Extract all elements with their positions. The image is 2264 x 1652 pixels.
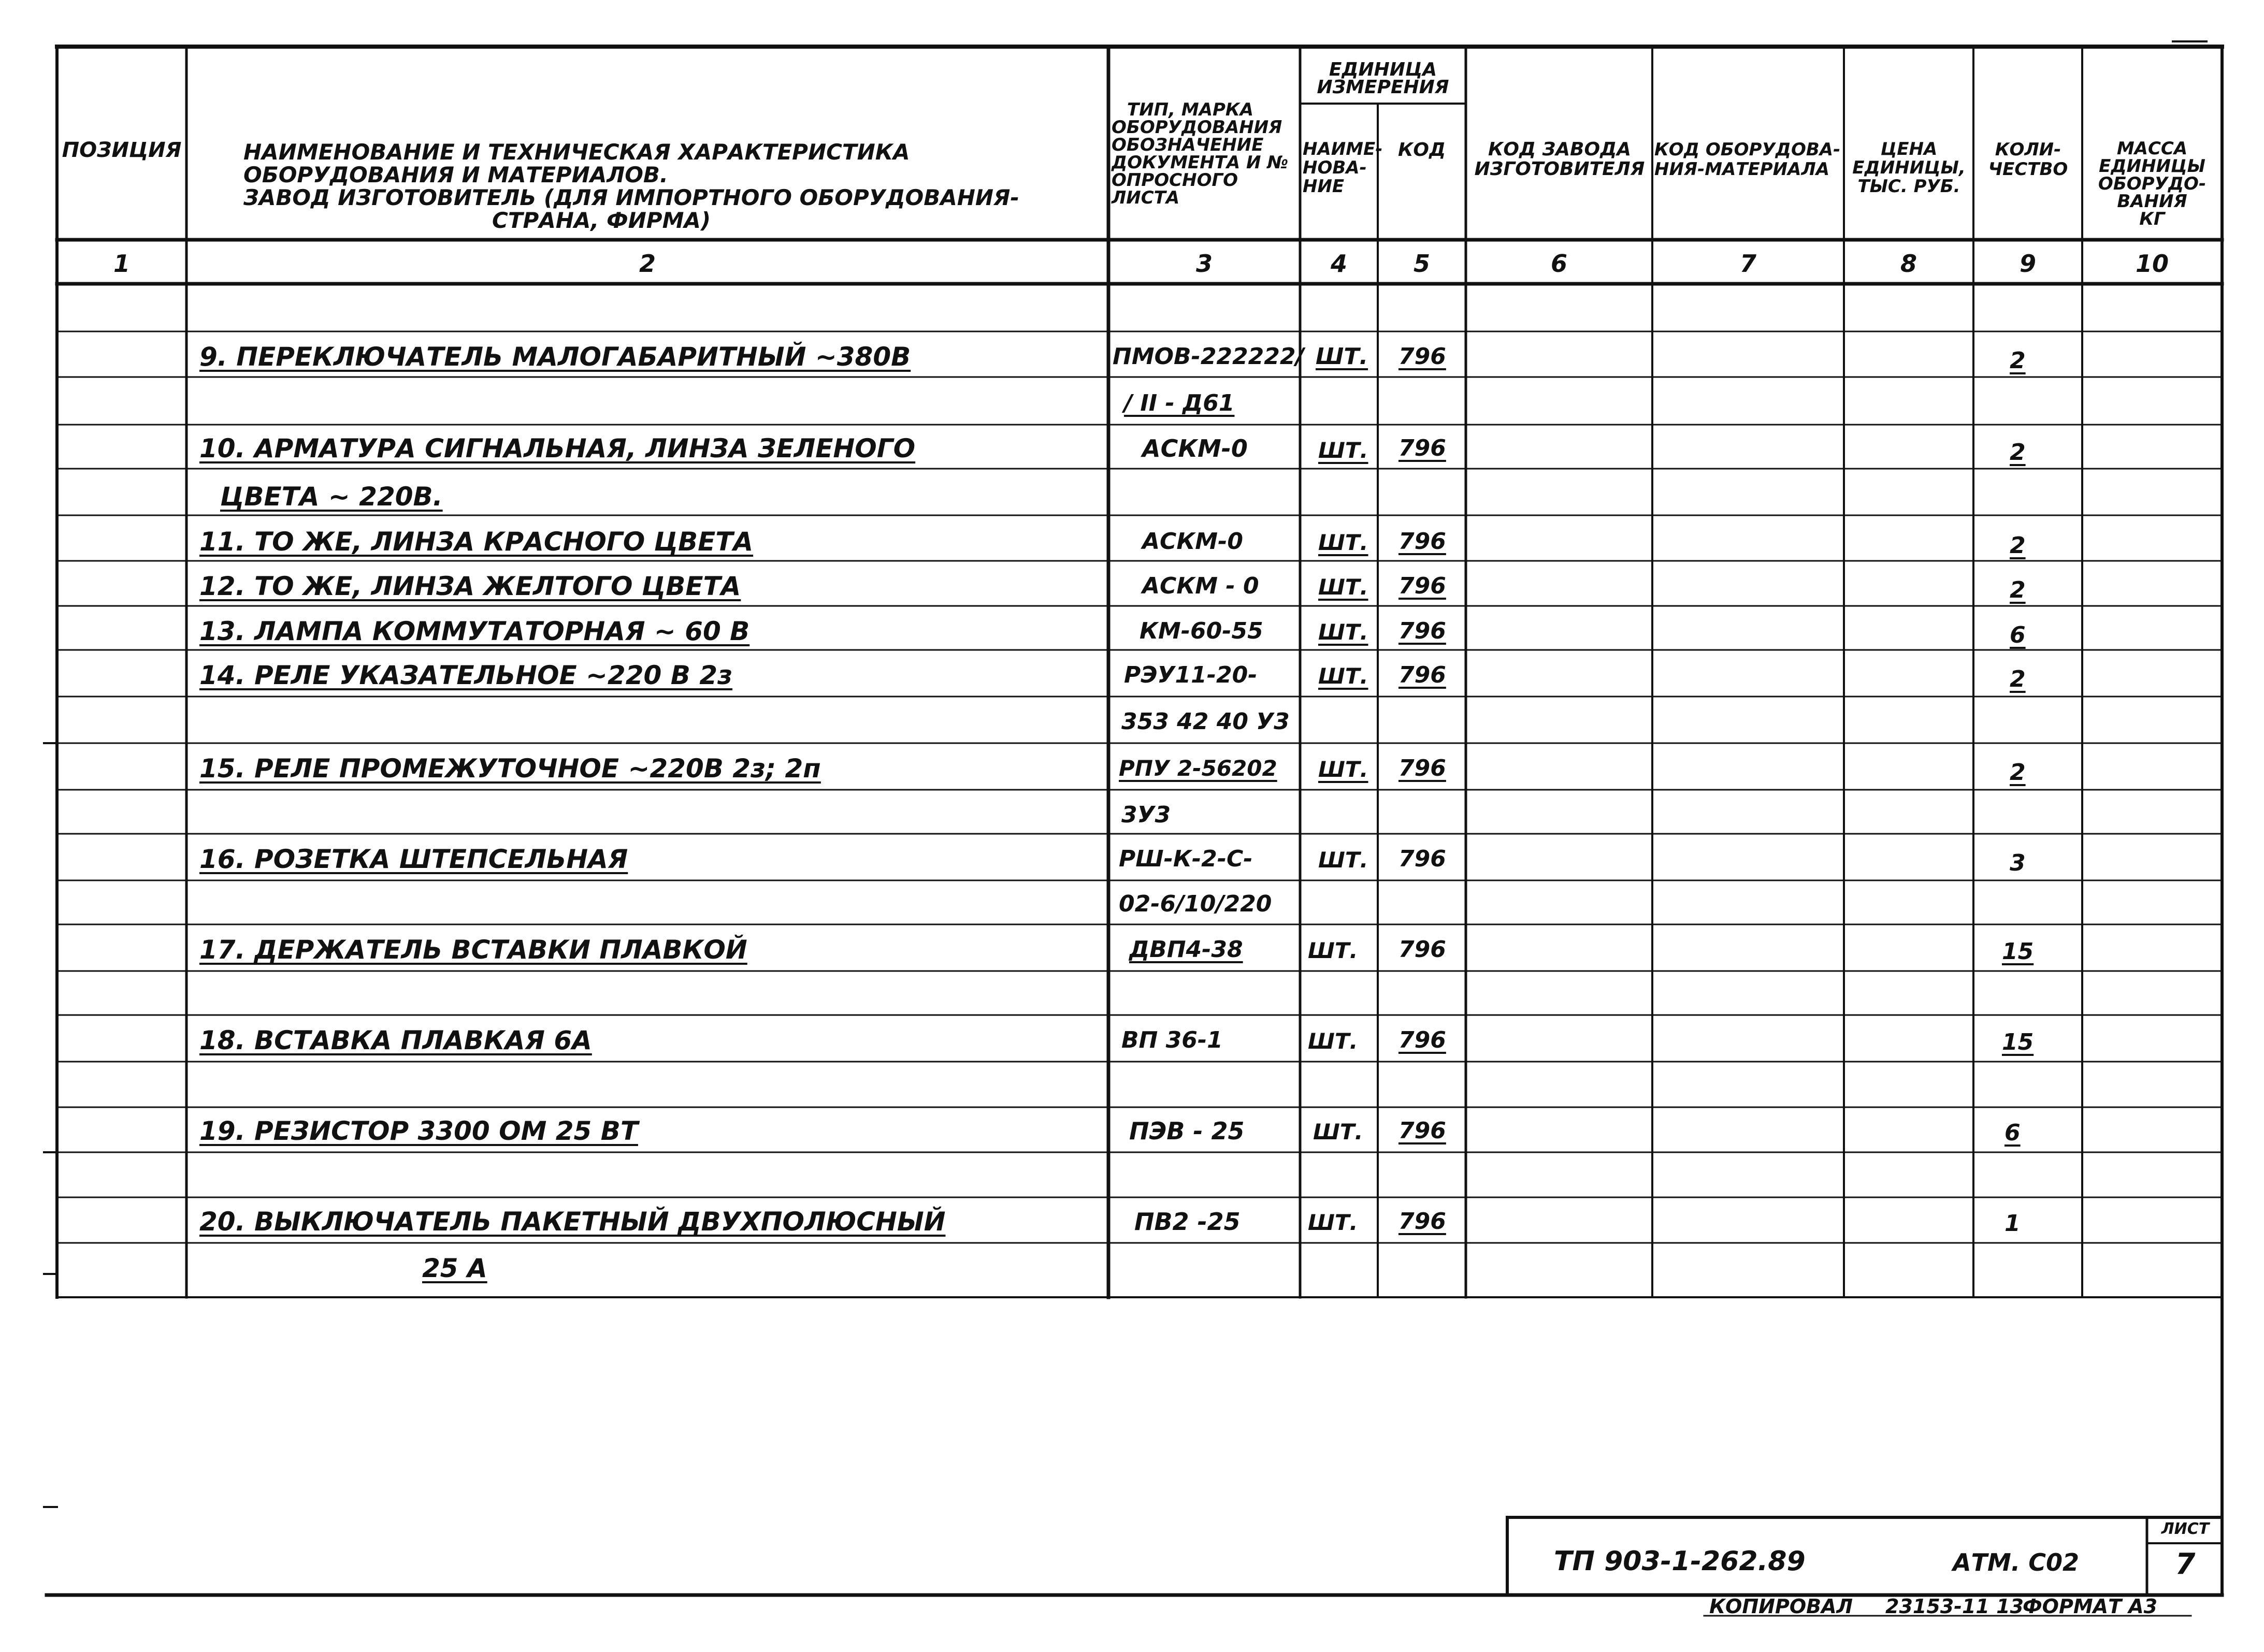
header-price-line: ЕДИНИЦЫ, xyxy=(1852,157,1966,178)
header-position: ПОЗИЦИЯ xyxy=(62,138,182,162)
row-type: РШ-К-2-С- xyxy=(1119,846,1253,872)
column-number: 2 xyxy=(639,250,656,278)
row-qty: 3 xyxy=(2010,850,2026,876)
header-quantity-line: КОЛИ- xyxy=(1995,139,2061,160)
row-type: ВП 36-1 xyxy=(1121,1027,1223,1053)
row-type: АСКМ-0 xyxy=(1142,434,1248,462)
table-row xyxy=(0,431,2264,467)
row-unit: ШТ. xyxy=(1308,938,1358,963)
row-qty: 6 xyxy=(2005,1120,2021,1146)
header-plant-code-line: ИЗГОТОВИТЕЛЯ xyxy=(1474,158,1645,180)
registration-stamp: 23153-11 13 xyxy=(1885,1595,2024,1618)
row-qty: 6 xyxy=(2010,622,2026,648)
sheet-label: ЛИСТ xyxy=(2161,1520,2210,1538)
row-type: АСКМ-0 xyxy=(1142,528,1243,555)
column-number: 5 xyxy=(1413,250,1430,278)
row-code: 796 xyxy=(1398,573,1446,599)
row-code: 796 xyxy=(1398,662,1446,688)
header-equipment-code xyxy=(1654,140,1843,179)
row-type: 353 42 40 У3 xyxy=(1121,708,1290,735)
copied-by-label: КОПИРОВАЛ xyxy=(1709,1595,1853,1618)
row-type: / II - Д61 xyxy=(1124,390,1235,416)
row-name: 19. РЕЗИСТОР 3300 ОМ 25 ВТ xyxy=(199,1116,638,1146)
column-number: 7 xyxy=(1739,250,1756,278)
header-name-line: СТРАНА, ФИРМА) xyxy=(492,208,711,233)
header-mass-line: КГ xyxy=(2139,209,2165,229)
header-mass-line: МАССА xyxy=(2116,138,2188,159)
header-unit-group-line: ЕДИНИЦА xyxy=(1329,59,1437,80)
document-number: ТП 903-1-262.89 xyxy=(1554,1546,1806,1577)
header-type xyxy=(1112,101,1298,207)
table-row xyxy=(0,1204,2264,1240)
row-name: 12. ТО ЖЕ, ЛИНЗА ЖЕЛТОГО ЦВЕТА xyxy=(199,571,741,601)
row-unit: ШТ. xyxy=(1316,343,1368,370)
row-name: 20. ВЫКЛЮЧАТЕЛЬ ПАКЕТНЫЙ ДВУХПОЛЮСНЫЙ xyxy=(199,1207,946,1237)
header-type-line: ОБОЗНАЧЕНИЕ xyxy=(1112,135,1264,155)
row-unit: ШТ. xyxy=(1318,847,1368,873)
header-type-line: ТИП, МАРКА xyxy=(1127,99,1254,120)
row-name: 16. РОЗЕТКА ШТЕПСЕЛЬНАЯ xyxy=(199,844,628,874)
row-name: ЦВЕТА ~ 220В. xyxy=(220,482,443,512)
sheet-number: 7 xyxy=(2175,1547,2196,1581)
row-qty: 2 xyxy=(2010,759,2026,786)
row-name: 10. АРМАТУРА СИГНАЛЬНАЯ, ЛИНЗА ЗЕЛЕНОГО xyxy=(199,433,916,463)
header-mass-line: ВАНИЯ xyxy=(2117,191,2187,212)
row-code: 796 xyxy=(1398,936,1446,963)
row-name: 18. ВСТАВКА ПЛАВКАЯ 6А xyxy=(199,1025,592,1055)
row-type: РЭУ11-20- xyxy=(1124,662,1258,688)
row-qty: 2 xyxy=(2010,439,2026,466)
table-row xyxy=(0,339,2264,375)
header-equipment-code-line: КОД ОБОРУДОВА- xyxy=(1654,139,1841,160)
table-row xyxy=(0,569,2264,605)
row-unit: ШТ. xyxy=(1318,574,1368,600)
row-unit: ШТ. xyxy=(1318,619,1368,645)
row-code: 796 xyxy=(1398,1027,1446,1053)
row-type: 02-6/10/220 xyxy=(1119,891,1272,917)
header-price-line: ЦЕНА xyxy=(1880,139,1938,160)
table-row xyxy=(0,1023,2264,1059)
table-row xyxy=(0,932,2264,968)
header-type-line: ДОКУМЕНТА И № xyxy=(1112,152,1289,173)
row-code: 796 xyxy=(1398,435,1446,461)
row-code: 796 xyxy=(1398,1118,1446,1144)
header-name-line: ОБОРУДОВАНИЯ И МАТЕРИАЛОВ. xyxy=(243,162,668,187)
album-code: АТМ. С02 xyxy=(1953,1548,2080,1576)
header-unit-name-line: НАИМЕ- xyxy=(1303,139,1383,160)
row-unit: ШТ. xyxy=(1318,438,1368,463)
row-type: РПУ 2-56202 xyxy=(1119,756,1277,781)
table-row xyxy=(0,386,2264,422)
table-row xyxy=(0,887,2264,923)
header-unit-group xyxy=(1301,61,1465,96)
row-code: 796 xyxy=(1398,528,1446,555)
header-price xyxy=(1845,140,1972,196)
row-type: АСКМ - 0 xyxy=(1142,573,1259,599)
row-name: 25 А xyxy=(422,1253,487,1283)
row-qty: 2 xyxy=(2010,347,2026,374)
column-number: 4 xyxy=(1330,250,1347,278)
header-type-line: ОПРОСНОГО ЛИСТА xyxy=(1112,170,1238,208)
column-number: 3 xyxy=(1195,250,1213,278)
row-name: 15. РЕЛЕ ПРОМЕЖУТОЧНОЕ ~220В 2з; 2п xyxy=(199,753,821,784)
row-qty: 2 xyxy=(2010,577,2026,603)
row-unit: ШТ. xyxy=(1313,1119,1363,1144)
header-name-line: ЗАВОД ИЗГОТОВИТЕЛЬ (ДЛЯ ИМПОРТНОГО ОБОРУДОВАНИЯ- xyxy=(243,185,1019,210)
row-qty: 2 xyxy=(2010,532,2026,559)
header-quantity xyxy=(1975,140,2081,179)
row-code: 796 xyxy=(1398,755,1446,781)
header-plant-code-line: КОД ЗАВОДА xyxy=(1488,139,1632,160)
header-quantity-line: ЧЕСТВО xyxy=(1988,159,2068,180)
row-type: ПМОВ-222222/ xyxy=(1113,343,1304,370)
table-row xyxy=(0,524,2264,560)
row-qty: 1 xyxy=(2005,1210,2021,1237)
row-type: ДВП4-38 xyxy=(1129,936,1243,963)
row-name: 13. ЛАМПА КОММУТАТОРНАЯ ~ 60 В xyxy=(199,616,750,646)
table-row xyxy=(0,614,2264,650)
row-code: 796 xyxy=(1398,618,1446,644)
header-unit-name-line: НИЕ xyxy=(1303,176,1345,197)
table-row xyxy=(0,658,2264,694)
row-name: 9. ПЕРЕКЛЮЧАТЕЛЬ МАЛОГАБАРИТНЫЙ ~380В xyxy=(199,342,911,372)
sheet-format: ФОРМАТ А3 xyxy=(2023,1595,2158,1618)
row-qty: 15 xyxy=(2002,1029,2034,1055)
table-row xyxy=(0,751,2264,787)
column-number: 8 xyxy=(1900,250,1917,278)
header-mass xyxy=(2083,140,2221,228)
row-type: ПВ2 -25 xyxy=(1134,1208,1241,1236)
row-qty: 15 xyxy=(2002,938,2034,965)
header-unit-code: КОД xyxy=(1397,139,1446,161)
header-mass-line: ОБОРУДО- xyxy=(2098,173,2207,194)
row-unit: ШТ. xyxy=(1318,530,1368,555)
table-row xyxy=(0,842,2264,878)
row-name: 11. ТО ЖЕ, ЛИНЗА КРАСНОГО ЦВЕТА xyxy=(199,527,754,557)
row-code: 796 xyxy=(1398,1208,1446,1235)
header-mass-line: ЕДИНИЦЫ xyxy=(2099,156,2205,177)
header-unit-group-line: ИЗМЕРЕНИЯ xyxy=(1317,77,1449,98)
header-name-line: НАИМЕНОВАНИЕ И ТЕХНИЧЕСКАЯ ХАРАКТЕРИСТИКА xyxy=(243,139,910,165)
header-plant-code xyxy=(1468,140,1651,179)
row-type: 3У3 xyxy=(1121,802,1171,828)
header-name xyxy=(243,141,1072,232)
header-unit-name-line: НОВА- xyxy=(1303,157,1367,178)
table-row xyxy=(0,479,2264,515)
row-unit: ШТ. xyxy=(1318,663,1368,689)
header-type-line: ОБОРУДОВАНИЯ xyxy=(1112,117,1282,138)
table-row xyxy=(0,1113,2264,1150)
column-number: 6 xyxy=(1550,250,1567,278)
row-unit: ШТ. xyxy=(1308,1028,1358,1054)
row-name: 17. ДЕРЖАТЕЛЬ ВСТАВКИ ПЛАВКОЙ xyxy=(199,935,747,965)
row-type: ПЭВ - 25 xyxy=(1129,1117,1245,1145)
header-unit-name xyxy=(1303,139,1383,197)
header-price-line: ТЫС. РУБ. xyxy=(1857,176,1960,197)
header-equipment-code-line: НИЯ-МАТЕРИАЛА xyxy=(1654,159,1830,180)
column-number: 1 xyxy=(113,250,130,278)
column-number: 9 xyxy=(2019,250,2036,278)
row-unit: ШТ. xyxy=(1308,1210,1358,1235)
row-code: 796 xyxy=(1398,343,1446,370)
table-row xyxy=(0,798,2264,834)
row-code: 796 xyxy=(1398,846,1446,872)
row-qty: 2 xyxy=(2010,666,2026,692)
row-type: КМ-60-55 xyxy=(1140,618,1263,644)
row-unit: ШТ. xyxy=(1318,757,1368,782)
row-name: 14. РЕЛЕ УКАЗАТЕЛЬНОЕ ~220 В 2з xyxy=(199,660,733,690)
column-number: 10 xyxy=(2135,250,2169,278)
table-row xyxy=(0,1251,2264,1287)
table-row xyxy=(0,704,2264,741)
